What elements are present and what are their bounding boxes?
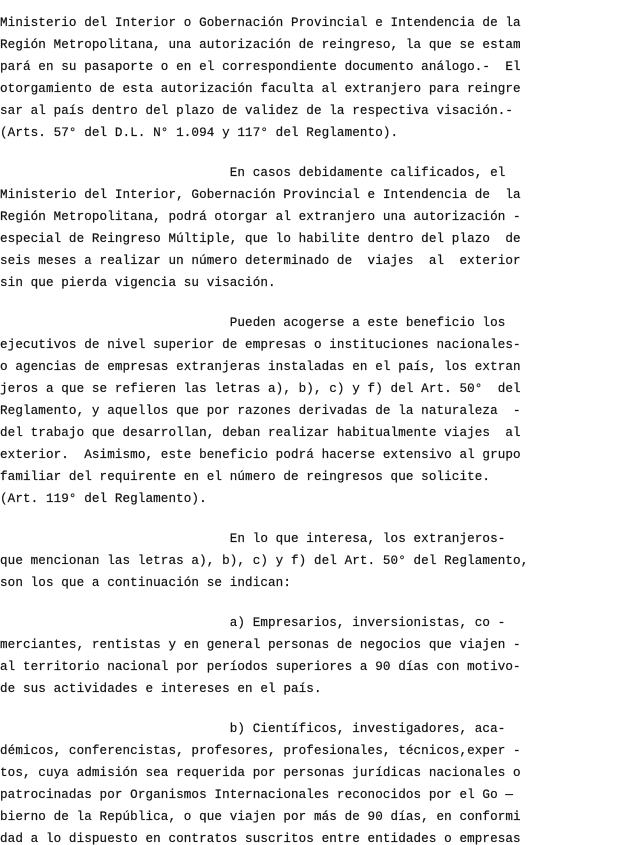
text-line: Reglamento, y aquellos que por razones derivadas de la naturaleza - [0,404,521,418]
text-line: ejecutivos de nivel superior de empresas o instituciones nacionales- [0,338,521,352]
text-line: seis meses a realizar un número determinado de viajes al exterior [0,254,521,268]
text-line: Ministerio del Interior o Gobernación Provincial e Intendencia de la [0,16,521,30]
text-line: especial de Reingreso Múltiple, que lo habilite dentro del plazo de [0,232,521,246]
text-line: o agencias de empresas extranjeras instaladas en el país, los extran [0,360,521,374]
text-line: de sus actividades e intereses en el país. [0,682,322,696]
text-line: son los que a continuación se indican: [0,576,291,590]
text-line: a) Empresarios, inversionistas, co - [0,616,506,630]
text-line: (Art. 119° del Reglamento). [0,492,207,506]
text-line: tos, cuya admisión sea requerida por personas jurídicas nacionales o [0,766,521,780]
text-line: Ministerio del Interior, Gobernación Provincial e Intendencia de la [0,188,521,202]
text-line: Región Metropolitana, podrá otorgar al extranjero una autorización - [0,210,521,224]
text-line: jeros a que se refieren las letras a), b), c) y f) del Art. 50° del [0,382,521,396]
text-line: familiar del requirente en el número de reingresos que solicite. [0,470,491,484]
text-line: démicos, conferencistas, profesores, profesionales, técnicos,exper - [0,744,521,758]
text-line: patrocinadas por Organismos Internacionales reconocidos por el Go — [0,788,514,802]
text-line: En casos debidamente calificados, el [0,166,506,180]
text-line: dad a lo dispuesto en contratos suscritos entre entidades o empresas [0,832,521,845]
text-line: (Arts. 57° del D.L. N° 1.094 y 117° del Reglamento). [0,126,399,140]
text-line: Pueden acogerse a este beneficio los [0,316,506,330]
text-line: En lo que interesa, los extranjeros- [0,532,506,546]
text-line: otorgamiento de esta autorización faculta al extranjero para reingre [0,82,521,96]
text-line: pará en su pasaporte o en el correspondiente documento análogo.- El [0,60,521,74]
text-line: del trabajo que desarrollan, deban realizar habitualmente viajes al [0,426,521,440]
text-line: bierno de la República, o que viajen por más de 90 días, en conformi [0,810,521,824]
text-line: exterior. Asimismo, este beneficio podrá hacerse extensivo al grupo [0,448,521,462]
text-line: b) Científicos, investigadores, aca- [0,722,506,736]
text-line: que mencionan las letras a), b), c) y f) del Art. 50° del Reglamento, [0,554,529,568]
text-line: al territorio nacional por períodos superiores a 90 días con motivo- [0,660,521,674]
text-line: sin que pierda vigencia su visación. [0,276,276,290]
text-line: sar al país dentro del plazo de validez de la respectiva visación.- [0,104,514,118]
text-line: merciantes, rentistas y en general personas de negocios que viajen - [0,638,521,652]
text-line: Región Metropolitana, una autorización de reingreso, la que se estam [0,38,521,52]
